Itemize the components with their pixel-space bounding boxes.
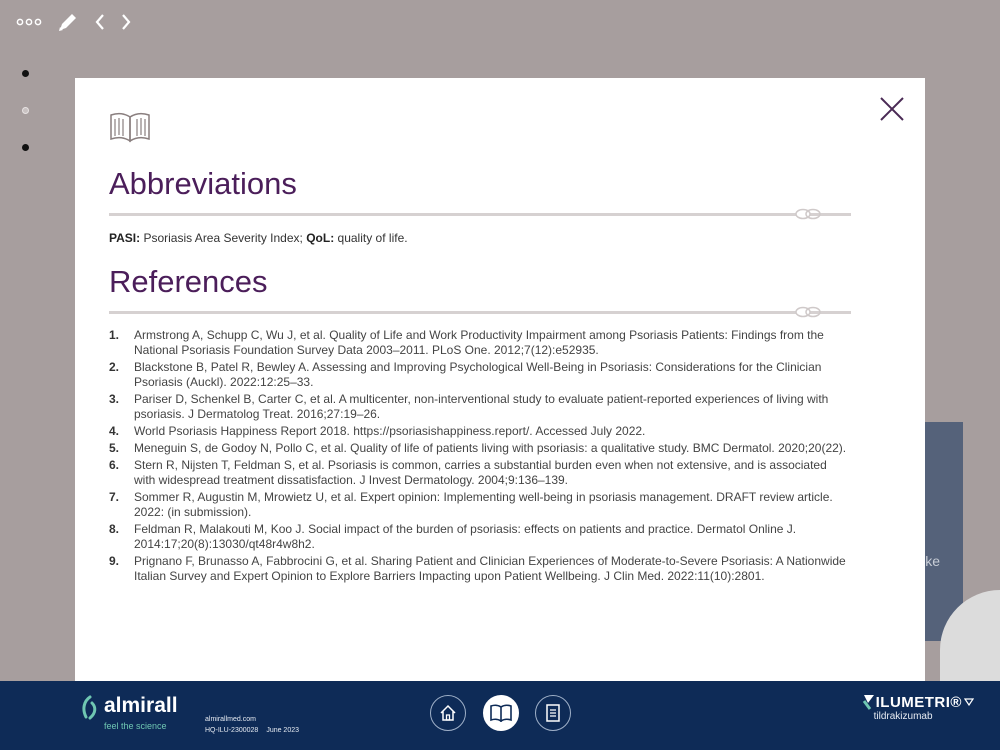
reference-item [109, 490, 851, 520]
brand-generic-name: tildrakizumab [873, 711, 933, 722]
abbreviation-term: PASI: [109, 231, 141, 245]
reference-text: Armstrong A, Schupp C, Wu J, et al. Quality of Life and Work Productivity Impairment among Psoriasis Patients: Findings from the National Psoriasis Foundation Survey Data 2003–2011. PLoS One. 2012;7(12):e52935. [134, 328, 824, 357]
logo-tagline: feel the science [104, 721, 167, 731]
triangle-warning-icon [964, 698, 974, 706]
slide-dot[interactable] [22, 70, 29, 77]
home-button[interactable] [430, 695, 466, 731]
reference-item [109, 328, 851, 358]
abbreviation-definition: Psoriasis Area Severity Index; [140, 231, 307, 245]
book-icon [489, 704, 513, 722]
almirall-logo-icon [78, 695, 100, 721]
references-modal [75, 78, 925, 682]
abbreviations-text [109, 231, 408, 245]
footer-meta [205, 714, 307, 736]
reference-text: Pariser D, Schenkel B, Carter C, et al. A multicenter, non-interventional study to evaluate patient-reported experiences of living with psoriasis. J Dermatolog Treat. 2016;27:19–26. [134, 392, 829, 421]
footer-website: almirallmed.com [205, 716, 256, 723]
abbreviation-term: QoL: [306, 231, 335, 245]
reference-text: Prignano F, Brunasso A, Fabbrocini G, et al. Sharing Patient and Clinician Experiences of Moderate-to-Severe Psoriasis: A Nationwide Italian Survey and Expert Opinion to Explore Barriers Impacting upon Patient Wellbeing. J Clin Med. 2022:11(10):2801. [134, 554, 846, 583]
reference-item [109, 360, 851, 390]
reference-text: Meneguin S, de Godoy N, Pollo C, et al. Quality of life of patients living with psoriasis: a qualitative study. BMC Dermatol. 2020;20(22). [134, 441, 847, 455]
reference-item [109, 424, 851, 439]
abbreviation-definition: quality of life. [334, 231, 408, 245]
reference-text: World Psoriasis Happiness Report 2018. https://psoriasishappiness.report/. Accessed July 2022. [134, 424, 646, 438]
logo-name: almirall [104, 694, 178, 717]
more-icon[interactable] [16, 17, 42, 27]
footer-date: June 2023 [266, 727, 300, 734]
chevron-right-icon[interactable] [120, 13, 132, 31]
slide-dot[interactable] [22, 107, 29, 114]
reference-number: 6. [109, 458, 120, 472]
footer-bar [0, 681, 1000, 750]
reference-item [109, 522, 851, 552]
abbreviations-heading: Abbreviations [109, 166, 297, 201]
reference-text: Feldman R, Malakouti M, Koo J. Social impact of the burden of psoriasis: effects on patients and practice. Dermatol Online J. 2014:17;20(8):13030/qt48r4w8h2. [134, 522, 797, 551]
brand-name: ILUMETRI® [875, 693, 962, 711]
slide-dot[interactable] [22, 144, 29, 151]
section-divider [109, 305, 851, 319]
reference-number: 1. [109, 328, 120, 342]
close-icon[interactable] [879, 96, 905, 122]
almirall-logo [78, 695, 178, 721]
reference-number: 7. [109, 490, 120, 504]
reference-text: Sommer R, Augustin M, Mrowietz U, et al. Expert opinion: Implementing well-being in psoriasis management. DRAFT review article. 2022: (in submission). [134, 490, 833, 519]
reference-text: Stern R, Nijsten T, Feldman S, et al. Psoriasis is common, carries a substantial burden even when not extensive, and is associated with widespread treatment dissatisfaction. J Invest Dermatology. 2004;9:136–139. [134, 458, 827, 487]
references-list [109, 328, 851, 586]
top-toolbar [16, 8, 132, 36]
brand-mark-icon [862, 693, 876, 711]
ilumetri-brand [862, 693, 974, 722]
chevron-left-icon[interactable] [94, 13, 106, 31]
book-icon [109, 111, 151, 148]
document-button[interactable] [535, 695, 571, 731]
reference-number: 9. [109, 554, 120, 568]
pencil-icon[interactable] [56, 10, 80, 34]
reference-item [109, 441, 851, 456]
slide-nav-dots [22, 70, 29, 181]
references-button[interactable] [483, 695, 519, 731]
reference-item [109, 392, 851, 422]
background-card-text: ke [925, 553, 940, 569]
document-icon [544, 703, 562, 723]
reference-item [109, 458, 851, 488]
reference-item [109, 554, 851, 584]
reference-number: 2. [109, 360, 120, 374]
reference-number: 5. [109, 441, 120, 455]
reference-number: 4. [109, 424, 120, 438]
home-icon [438, 703, 458, 723]
reference-number: 3. [109, 392, 120, 406]
reference-text: Blackstone B, Patel R, Bewley A. Assessing and Improving Psychological Well-Being in Psoriasis: Considerations for the Clinician Psoriasis (Auckl). 2022:12:25–33. [134, 360, 822, 389]
references-heading: References [109, 264, 268, 299]
section-divider [109, 207, 851, 221]
reference-number: 8. [109, 522, 120, 536]
footer-code: HQ-ILU-2300028 [205, 727, 259, 734]
